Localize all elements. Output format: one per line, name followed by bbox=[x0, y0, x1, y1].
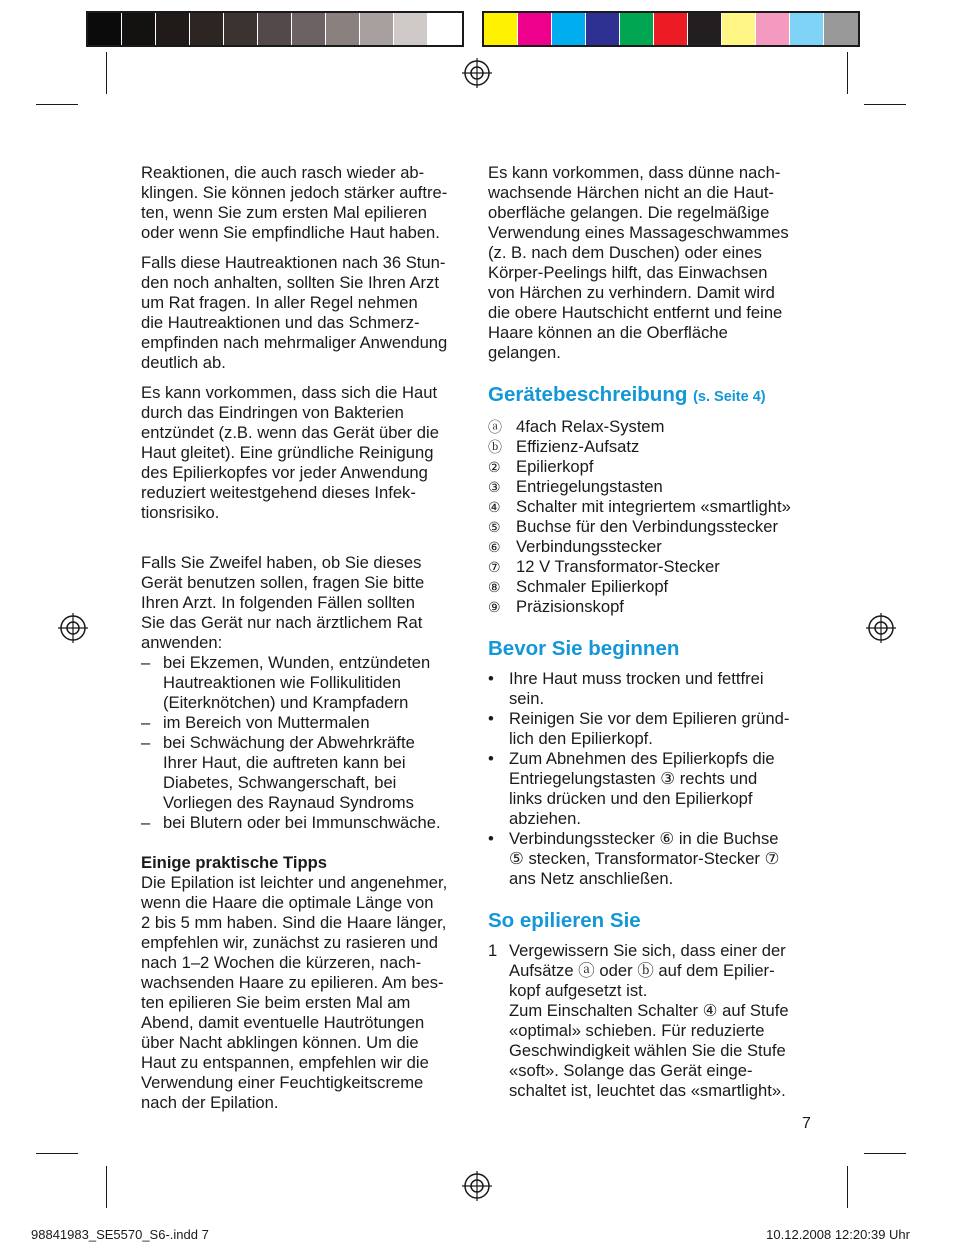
color-calibration-bar bbox=[482, 11, 860, 47]
color-swatch bbox=[722, 13, 756, 45]
color-swatch bbox=[394, 13, 428, 45]
list-item bbox=[488, 517, 813, 537]
text-line: ⑤ stecken, Transformator-Stecker ⑦ bbox=[509, 849, 780, 868]
text-line: wachsende Härchen nicht an die Haut- bbox=[488, 183, 774, 202]
text-line: den noch anhalten, sollten Sie Ihren Arzt bbox=[141, 273, 439, 292]
crop-mark bbox=[847, 52, 848, 94]
part-label: Verbindungsstecker bbox=[516, 537, 662, 556]
crop-mark bbox=[36, 1153, 78, 1154]
text-line: 2 bis 5 mm haben. Sind die Haare länger, bbox=[141, 913, 447, 932]
text-line: Es kann vorkommen, dass sich die Haut bbox=[141, 383, 438, 402]
paragraph-reactions bbox=[141, 163, 471, 243]
text-line: Entriegelungstasten ③ rechts und bbox=[509, 769, 758, 788]
bullet-marker: • bbox=[488, 709, 494, 728]
part-label: Präzisionskopf bbox=[516, 597, 624, 616]
paragraph-ingrown-hair bbox=[488, 163, 813, 363]
part-label: 12 V Transformator-Stecker bbox=[516, 557, 720, 576]
color-swatch bbox=[654, 13, 688, 45]
part-number: ⓐ bbox=[488, 419, 502, 435]
page-reference: (s. Seite 4) bbox=[693, 389, 766, 405]
color-swatch bbox=[620, 13, 654, 45]
tips-title: Einige praktische Tipps bbox=[141, 853, 327, 872]
color-swatch bbox=[156, 13, 190, 45]
list-item bbox=[488, 437, 813, 457]
right-column bbox=[488, 163, 813, 1101]
text-line: lich den Epilierkopf. bbox=[509, 729, 653, 748]
list-item bbox=[488, 477, 813, 497]
color-swatch bbox=[190, 13, 224, 45]
text-line: bei Blutern oder bei Immunschwäche. bbox=[163, 813, 441, 832]
list-item bbox=[488, 557, 813, 577]
text-line: Haare können an die Oberfläche bbox=[488, 323, 728, 342]
part-number: ⑨ bbox=[488, 599, 501, 615]
contraindication-list bbox=[141, 653, 471, 833]
crop-mark bbox=[36, 104, 78, 105]
text-line: Abend, damit eventuelle Hautrötungen bbox=[141, 1013, 425, 1032]
dash-marker: – bbox=[141, 733, 151, 752]
text-line: Verwendung einer Feuchtigkeitscreme bbox=[141, 1073, 424, 1092]
list-item bbox=[488, 577, 813, 597]
part-number: ② bbox=[488, 459, 501, 475]
text-line: Haut zu entspannen, empfehlen wir die bbox=[141, 1053, 429, 1072]
text-line: wenn die Haare die optimale Länge von bbox=[141, 893, 434, 912]
text-line: Gerät benutzen sollen, fragen Sie bitte bbox=[141, 573, 425, 592]
text-line: Reaktionen, die auch rasch wieder ab- bbox=[141, 163, 425, 182]
text-line: durch das Eindringen von Bakterien bbox=[141, 403, 404, 422]
registration-mark-icon bbox=[462, 58, 492, 88]
part-label: Entriegelungstasten bbox=[516, 477, 663, 496]
text-line: sein. bbox=[509, 689, 545, 708]
text-line: abziehen. bbox=[509, 809, 581, 828]
list-item bbox=[488, 497, 813, 517]
text-line: Sie das Gerät nur nach ärztlichem Rat bbox=[141, 613, 423, 632]
color-swatch bbox=[326, 13, 360, 45]
heading-text: Gerätebeschreibung bbox=[488, 383, 688, 406]
text-line: nach 1–2 Wochen die kürzeren, nach- bbox=[141, 953, 422, 972]
list-item bbox=[488, 417, 813, 437]
dash-marker: – bbox=[141, 813, 151, 832]
color-swatch bbox=[518, 13, 552, 45]
text-line: ten, wenn Sie zum ersten Mal epilieren bbox=[141, 203, 427, 222]
text-line: im Bereich von Muttermalen bbox=[163, 713, 370, 732]
text-line: gelangen. bbox=[488, 343, 561, 362]
registration-mark-icon bbox=[58, 613, 88, 643]
part-number: ⑥ bbox=[488, 539, 501, 555]
list-item bbox=[141, 733, 471, 813]
part-number: ④ bbox=[488, 499, 501, 515]
crop-mark bbox=[106, 52, 107, 94]
text-line: anwenden: bbox=[141, 633, 223, 652]
part-number: ⑧ bbox=[488, 579, 501, 595]
list-item bbox=[488, 941, 813, 1101]
text-line: wachsenden Haare zu epilieren. Am bes- bbox=[141, 973, 444, 992]
text-line: um Rat fragen. In aller Regel nehmen bbox=[141, 293, 418, 312]
text-line: Aufsätze ⓐ oder ⓑ auf dem Epilier- bbox=[509, 961, 775, 980]
part-label: Schmaler Epilierkopf bbox=[516, 577, 669, 596]
paragraph-infection bbox=[141, 383, 471, 523]
part-label: Schalter mit integriertem «smartlight» bbox=[516, 497, 791, 516]
color-swatch bbox=[360, 13, 394, 45]
bullet-marker: • bbox=[488, 829, 494, 848]
text-line: Verwendung eines Massageschwammes bbox=[488, 223, 789, 242]
list-item bbox=[488, 537, 813, 557]
text-line: Hautreaktionen wie Follikulitiden bbox=[163, 673, 401, 692]
registration-mark-icon bbox=[462, 1171, 492, 1201]
color-swatch bbox=[484, 13, 518, 45]
text-line: Ihrer Haut, die auftreten kann bei bbox=[163, 753, 406, 772]
bullet-marker: • bbox=[488, 669, 494, 688]
color-swatch bbox=[292, 13, 326, 45]
text-line: ten epilieren Sie beim ersten Mal am bbox=[141, 993, 411, 1012]
text-line: entzündet (z.B. wenn das Gerät über die bbox=[141, 423, 439, 442]
color-swatch bbox=[824, 13, 858, 45]
list-item bbox=[141, 713, 471, 733]
list-item bbox=[141, 653, 471, 713]
text-line: tionsrisiko. bbox=[141, 503, 220, 522]
list-item bbox=[488, 709, 813, 749]
text-line: Falls diese Hautreaktionen nach 36 Stun- bbox=[141, 253, 446, 272]
text-line: (z. B. nach dem Duschen) oder eines bbox=[488, 243, 762, 262]
text-line: Vorliegen des Raynaud Syndroms bbox=[163, 793, 414, 812]
dash-marker: – bbox=[141, 713, 151, 732]
text-line: Haut gleitet). Eine gründliche Reinigung bbox=[141, 443, 434, 462]
text-line: die obere Hautschicht entfernt und feine bbox=[488, 303, 783, 322]
bullet-marker: • bbox=[488, 749, 494, 768]
part-number: ⑦ bbox=[488, 559, 501, 575]
text-line: von Härchen zu verhindern. Damit wird bbox=[488, 283, 775, 302]
paragraph-persisting-reactions bbox=[141, 253, 471, 373]
paragraph-doubts bbox=[141, 553, 471, 653]
footer-timestamp: 10.12.2008 12:20:39 Uhr bbox=[766, 1227, 910, 1242]
parts-list bbox=[488, 417, 813, 617]
part-number: ⓑ bbox=[488, 439, 502, 455]
part-label: Epilierkopf bbox=[516, 457, 594, 476]
color-swatch bbox=[88, 13, 122, 45]
color-swatch bbox=[790, 13, 824, 45]
text-line: empfehlen wir, zunächst zu rasieren und bbox=[141, 933, 439, 952]
text-line: kopf aufgesetzt ist. bbox=[509, 981, 648, 1000]
color-swatch bbox=[688, 13, 722, 45]
crop-mark bbox=[864, 1153, 906, 1154]
color-swatch bbox=[552, 13, 586, 45]
text-line: (Eiterknötchen) und Krampfadern bbox=[163, 693, 409, 712]
text-line: nach der Epilation. bbox=[141, 1093, 279, 1112]
color-swatch bbox=[428, 13, 462, 45]
text-line: bei Schwächung der Abwehrkräfte bbox=[163, 733, 415, 752]
text-line: Verbindungsstecker ⑥ in die Buchse bbox=[509, 829, 779, 848]
text-line: schaltet ist, leuchtet das «smartlight». bbox=[509, 1081, 786, 1100]
list-item bbox=[488, 669, 813, 709]
text-line: Ihre Haut muss trocken und fettfrei bbox=[509, 669, 764, 688]
color-swatch bbox=[224, 13, 258, 45]
text-line: Zum Abnehmen des Epilierkopfs die bbox=[509, 749, 775, 768]
list-item bbox=[141, 813, 471, 833]
text-line: ans Netz anschließen. bbox=[509, 869, 674, 888]
part-label: Effizienz-Aufsatz bbox=[516, 437, 640, 456]
heading-how-to-epilate: So epilieren Sie bbox=[488, 909, 641, 932]
part-number: ③ bbox=[488, 479, 501, 495]
crop-mark bbox=[864, 104, 906, 105]
text-line: Körper-Peelings hilft, das Einwachsen bbox=[488, 263, 768, 282]
text-line: «optimal» schieben. Für reduzierte bbox=[509, 1021, 765, 1040]
crop-mark bbox=[106, 1166, 107, 1208]
text-line: die Hautreaktionen und das Schmerz- bbox=[141, 313, 420, 332]
text-line: oberfläche gelangen. Die regelmäßige bbox=[488, 203, 770, 222]
grayscale-calibration-bar bbox=[86, 11, 464, 47]
text-line: oder wenn Sie empfindliche Haut haben. bbox=[141, 223, 440, 242]
part-label: 4fach Relax-System bbox=[516, 417, 665, 436]
text-line: reduziert weitestgehend dieses Infek- bbox=[141, 483, 416, 502]
text-line: bei Ekzemen, Wunden, entzündeten bbox=[163, 653, 431, 672]
heading-before-you-start: Bevor Sie beginnen bbox=[488, 637, 680, 660]
text-line: Reinigen Sie vor dem Epilieren gründ- bbox=[509, 709, 790, 728]
text-line: klingen. Sie können jedoch stärker auftre- bbox=[141, 183, 448, 202]
text-line: Vergewissern Sie sich, dass einer der bbox=[509, 941, 786, 960]
text-line: über Nacht abklingen können. Um die bbox=[141, 1033, 419, 1052]
list-item bbox=[488, 457, 813, 477]
preparation-list bbox=[488, 669, 813, 889]
tips-section bbox=[141, 853, 471, 1113]
text-line: Falls Sie Zweifel haben, ob Sie dieses bbox=[141, 553, 422, 572]
color-swatch bbox=[258, 13, 292, 45]
text-line: deutlich ab. bbox=[141, 353, 226, 372]
color-swatch bbox=[586, 13, 620, 45]
color-swatch bbox=[756, 13, 790, 45]
text-line: des Epilierkopfes vor jeder Anwendung bbox=[141, 463, 428, 482]
part-number: ⑤ bbox=[488, 519, 501, 535]
footer-filename: 98841983_SE5570_S6-.indd 7 bbox=[31, 1227, 209, 1242]
text-line: «soft». Solange das Gerät einge- bbox=[509, 1061, 753, 1080]
heading-device-description bbox=[488, 383, 813, 409]
page-number: 7 bbox=[802, 1115, 811, 1132]
text-line: Die Epilation ist leichter und angenehmer, bbox=[141, 873, 448, 892]
text-line: Ihren Arzt. In folgenden Fällen sollten bbox=[141, 593, 415, 612]
step-number: 1 bbox=[488, 941, 498, 960]
text-line: empfinden nach mehrmaliger Anwendung bbox=[141, 333, 448, 352]
text-line: Diabetes, Schwangerschaft, bei bbox=[163, 773, 397, 792]
registration-mark-icon bbox=[866, 613, 896, 643]
list-item bbox=[488, 749, 813, 829]
list-item bbox=[488, 597, 813, 617]
color-swatch bbox=[122, 13, 156, 45]
text-line: Zum Einschalten Schalter ④ auf Stufe bbox=[509, 1001, 789, 1020]
list-item bbox=[488, 829, 813, 889]
crop-mark bbox=[847, 1166, 848, 1208]
text-line: Geschwindigkeit wählen Sie die Stufe bbox=[509, 1041, 786, 1060]
steps-list bbox=[488, 941, 813, 1101]
dash-marker: – bbox=[141, 653, 151, 672]
text-line: Es kann vorkommen, dass dünne nach- bbox=[488, 163, 781, 182]
left-column bbox=[141, 163, 471, 1113]
part-label: Buchse für den Verbindungsstecker bbox=[516, 517, 778, 536]
text-line: links drücken und den Epilierkopf bbox=[509, 789, 753, 808]
